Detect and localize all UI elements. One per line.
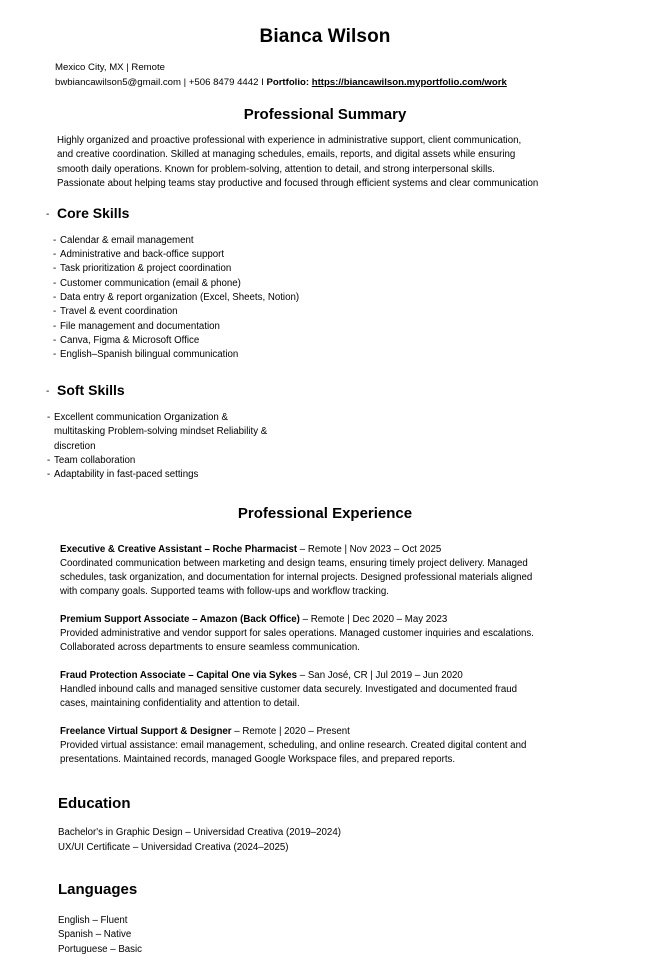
list-item: Portuguese – Basic xyxy=(58,943,143,955)
experience-description xyxy=(60,739,588,768)
experience-meta: – San José, CR | Jul 2019 – Jun 2020 xyxy=(297,669,463,681)
languages-heading: Languages xyxy=(58,881,138,899)
core-skills-heading-label: Core Skills xyxy=(57,205,130,222)
resume-document xyxy=(0,26,650,955)
education-heading: Education xyxy=(58,795,131,813)
core-skills-list xyxy=(0,234,650,363)
summary-text xyxy=(0,134,650,191)
soft-skills-section xyxy=(0,382,650,482)
languages-section xyxy=(0,881,650,957)
summary-section xyxy=(0,106,650,191)
summary-heading: Professional Summary xyxy=(243,106,407,123)
experience-entry xyxy=(0,613,650,656)
list-item-line: - Excellent communication Organization & xyxy=(54,412,228,424)
list-item xyxy=(0,454,650,468)
portfolio-label: Portfolio: xyxy=(266,76,312,88)
list-item xyxy=(0,468,650,482)
email-text: bwbiancawilson5@gmail.com xyxy=(55,76,181,88)
list-item: - Data entry & report organization (Excel, Sheets, Notion) xyxy=(0,291,650,305)
experience-entry-header xyxy=(60,543,588,557)
contact-block xyxy=(0,61,650,90)
experience-section xyxy=(0,505,650,768)
list-item: - Travel & event coordination xyxy=(0,305,650,319)
summary-line: and creative coordination. Skilled at managing schedules, emails, reports, and digital assets while ensuring xyxy=(57,149,516,161)
experience-meta: – Remote | Nov 2023 – Oct 2025 xyxy=(297,543,442,555)
list-item-line: - Adaptability in fast-paced settings xyxy=(54,469,199,481)
list-item: - English–Spanish bilingual communication xyxy=(0,348,650,362)
languages-list xyxy=(0,914,650,957)
soft-skills-heading xyxy=(0,382,650,399)
contact-details-line xyxy=(55,76,650,91)
experience-meta: – Remote | 2020 – Present xyxy=(231,725,350,737)
list-item: - Task prioritization & project coordination xyxy=(0,262,650,276)
experience-role: Freelance Virtual Support & Designer xyxy=(60,725,232,737)
phone-text: +506 8479 4442 xyxy=(188,76,259,88)
description-line: Provided virtual assistance: email management, scheduling, and online research. Created digital content and xyxy=(60,739,527,751)
soft-skills-list xyxy=(0,411,650,482)
experience-meta: – Remote | Dec 2020 – May 2023 xyxy=(299,613,448,625)
list-item xyxy=(0,411,650,454)
experience-entry-header xyxy=(60,613,588,627)
education-list xyxy=(0,826,650,855)
description-line: Coordinated communication between marketing and design teams, ensuring timely project delivery. Managed xyxy=(60,557,528,569)
description-line: Handled inbound calls and managed sensitive customer data securely. Investigated and documented fraud xyxy=(60,683,518,695)
description-line: with company goals. Supported teams with follow-ups and workflow tracking. xyxy=(60,586,389,598)
summary-line: Passionate about helping teams stay productive and focused through efficient systems and clear communication xyxy=(57,177,539,189)
education-section xyxy=(0,795,650,855)
experience-entry xyxy=(0,725,650,768)
experience-description xyxy=(60,557,588,600)
location-line: Mexico City, MX | Remote xyxy=(55,62,165,73)
core-skills-dash: - xyxy=(46,209,50,221)
soft-skills-dash: - xyxy=(46,386,50,398)
list-item: Spanish – Native xyxy=(58,929,132,941)
experience-entry-header xyxy=(60,725,588,739)
description-line: schedules, task organization, and documentation for internal projects. Designed professional materials aligned xyxy=(60,572,533,584)
candidate-name: Bianca Wilson xyxy=(259,26,391,47)
portfolio-link[interactable]: https://biancawilson.myportfolio.com/work xyxy=(311,76,507,88)
experience-description xyxy=(60,627,588,656)
experience-role: Executive & Creative Assistant – Roche Pharmacist xyxy=(60,543,298,555)
list-item: - Canva, Figma & Microsoft Office xyxy=(0,334,650,348)
core-skills-section xyxy=(0,205,650,362)
summary-line: Highly organized and proactive professional with experience in administrative support, client communication, xyxy=(57,135,522,146)
contact-separator-2: I xyxy=(258,76,267,88)
contact-separator-1: | xyxy=(180,76,189,88)
experience-description xyxy=(60,683,588,712)
list-item-line: multitasking Problem-solving mindset Reliability & xyxy=(54,426,268,438)
experience-entry-header xyxy=(60,669,588,683)
experience-role: Premium Support Associate – Amazon (Back Office) xyxy=(60,613,300,625)
summary-line: smooth daily operations. Known for problem-solving, attention to detail, and strong interpersonal skills. xyxy=(57,163,495,175)
description-line: cases, maintaining confidentiality and attention to detail. xyxy=(60,698,300,710)
list-item: - Calendar & email management xyxy=(0,234,650,248)
list-item: UX/UI Certificate – Universidad Creativa (2024–2025) xyxy=(58,841,289,853)
description-line: Collaborated across departments to ensure seamless communication. xyxy=(60,642,360,654)
description-line: Provided administrative and vendor support for sales operations. Managed customer inquiries and escalations. xyxy=(60,628,534,640)
experience-heading: Professional Experience xyxy=(237,504,413,522)
description-line: presentations. Maintained records, managed Google Workspace files, and prepared reports. xyxy=(60,754,456,766)
experience-entry xyxy=(0,669,650,712)
soft-skills-heading-label: Soft Skills xyxy=(57,382,125,399)
list-item: - Customer communication (email & phone) xyxy=(0,277,650,291)
list-item-line: - Team collaboration xyxy=(54,454,136,466)
list-item: - File management and documentation xyxy=(0,320,650,334)
list-item: Bachelor's in Graphic Design – Universidad Creativa (2019–2024) xyxy=(58,827,341,839)
experience-entry xyxy=(0,543,650,600)
list-item-line: discretion xyxy=(54,440,96,452)
list-item: - Administrative and back-office support xyxy=(0,248,650,262)
experience-role: Fraud Protection Associate – Capital One via Sykes xyxy=(60,669,298,681)
list-item: English – Fluent xyxy=(58,915,128,927)
core-skills-heading xyxy=(0,205,650,222)
